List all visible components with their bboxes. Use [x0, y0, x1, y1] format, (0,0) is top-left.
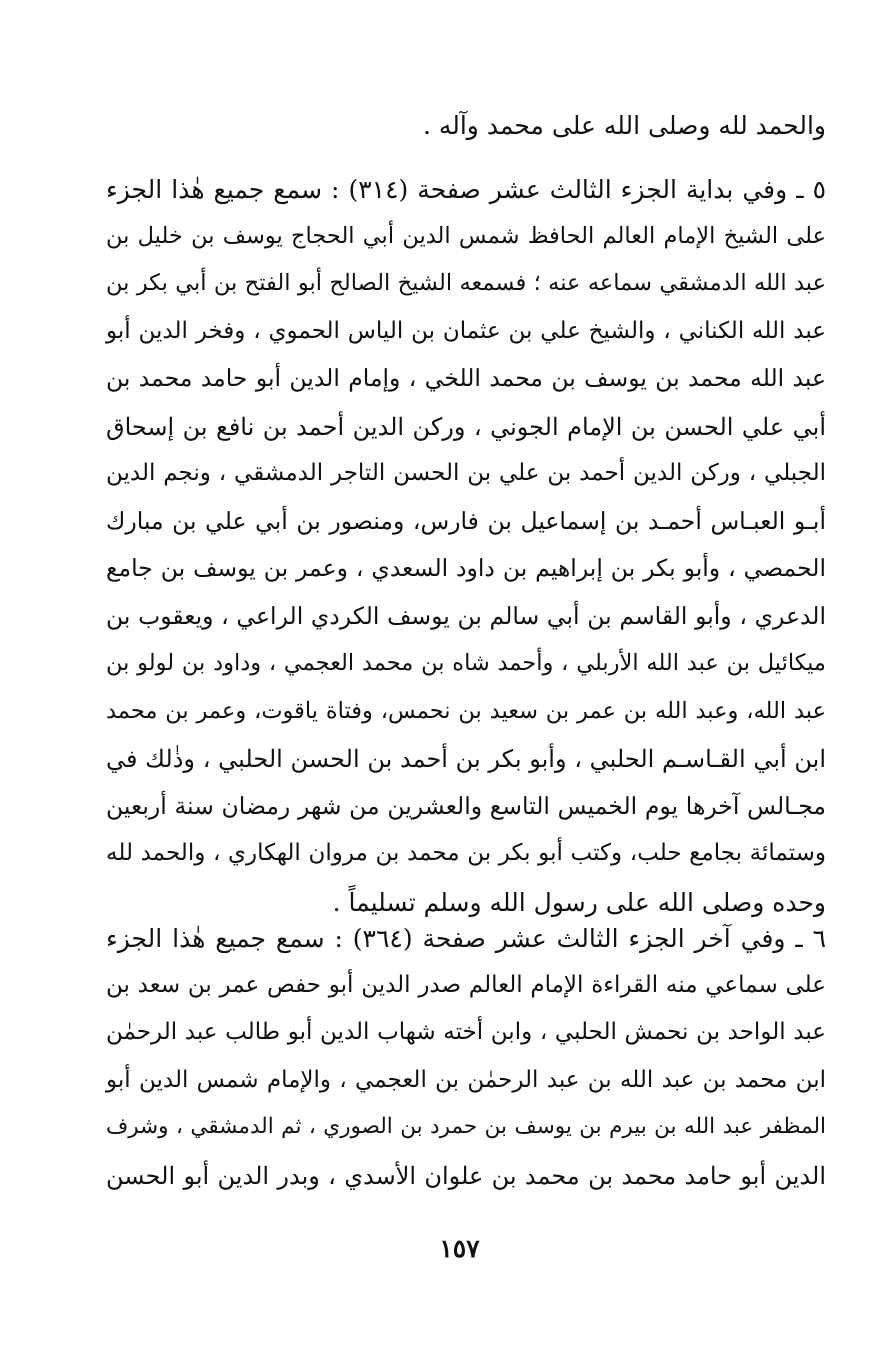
opening-line — [106, 113, 826, 161]
text-line: أبي علي الحسن بن الإمام الجوني ، وركن الدين أحمد بن نافع بن إسحاق — [106, 412, 826, 441]
text-line: ابن محمد بن عبد الله بن عبد الرحمٰن بن العجمي ، والإمام شمس الدين أبو — [106, 1066, 826, 1093]
text-line: على الشيخ الإمام العالم الحافظ شمس الدين أبي الحجاج يوسف بن خليل بن — [106, 222, 826, 249]
text-line: عبد الواحد بن نحمش الحلبي ، وابن أخته شهاب الدين أبو طالب عبد الرحمٰن — [106, 1019, 826, 1045]
text-line: أبـو العبـاس أحمـد بن إسماعيل بن فارس، ومنصور بن أبي علي بن مبارك — [106, 506, 826, 535]
text-line: عبد الله، وعبد الله بن عمر بن سعيد بن نحمس، وفتاة ياقوت، وعمر بن محمد — [106, 697, 826, 724]
text-line: الدعري ، وأبو القاسم بن أبي سالم بن يوسف الكردي الراعي ، ويعقوب بن — [106, 601, 826, 630]
text-line: وستمائة بجامع حلب، وكتب أبو بكر بن محمد بن مروان الهكاري ، والحمد لله — [106, 840, 826, 866]
paragraph-6 — [106, 926, 826, 1211]
paragraph-heading-line: ٥ ـ وفي بداية الجزء الثالث عشر صفحة (٣١٤) : سمع جميع هٰذا الجزء — [106, 175, 827, 204]
text-line: على سماعي منه القراءة الإمام العالم صدر الدين أبو حفص عمر بن سعد بن — [106, 971, 826, 998]
page-number: ١٥٧ — [439, 1234, 480, 1263]
text-line: الدين أبو حامد محمد بن محمد بن علوان الأسدي ، وبدر الدين أبو الحسن — [106, 1161, 826, 1190]
paragraph-heading-line: ٦ ـ وفي آخر الجزء الثالث عشر صفحة (٣٦٤) : سمع جميع هٰذا الجزء — [106, 924, 827, 953]
text-line: عبد الله الدمشقي سماعه عنه ؛ فسمعه الشيخ الصالح أبو الفتح بن أبي بكر بن — [106, 270, 826, 296]
text-line: ميكائيل بن عبد الله الأربلي ، وأحمد شاه بن محمد العجمي ، وداود بن لولو بن — [106, 650, 826, 676]
text-line: عبد الله محمد بن يوسف بن محمد اللخي ، وإمام الدين أبو حامد محمد بن — [106, 364, 826, 392]
text-line: الحمصي ، وأبو بكر بن إبراهيم بن داود السعدي ، وعمر بن يوسف بن جامع — [106, 554, 826, 582]
text-line: والحمد لله وصلى الله على محمد وآله . — [422, 111, 826, 140]
text-line: مجـالس آخرها يوم الخميس التاسع والعشرين من شهر رمضان سنة أربعين — [106, 791, 826, 820]
text-line: الجبلي ، وركن الدين أحمد بن علي بن الحسن التاجر الدمشقي ، ونجم الدين — [106, 460, 826, 486]
paragraph-5 — [106, 177, 826, 937]
text-line: ابن أبي القـاسـم الحلبي ، وأبو بكر بن أحمد بن الحسن الحلبي ، وذٰلك في — [106, 745, 826, 773]
text-line: وحده وصلى الله على رسول الله وسلم تسليماً . — [332, 887, 826, 917]
text-line: المظفر عبد الله بن بيرم بن يوسف بن حمرد بن الصوري ، ثم الدمشقي ، وشرف — [106, 1114, 826, 1139]
text-line: عبد الله الكناني ، والشيخ علي بن عثمان بن الياس الحموي ، وفخر الدين أبو — [106, 317, 826, 344]
